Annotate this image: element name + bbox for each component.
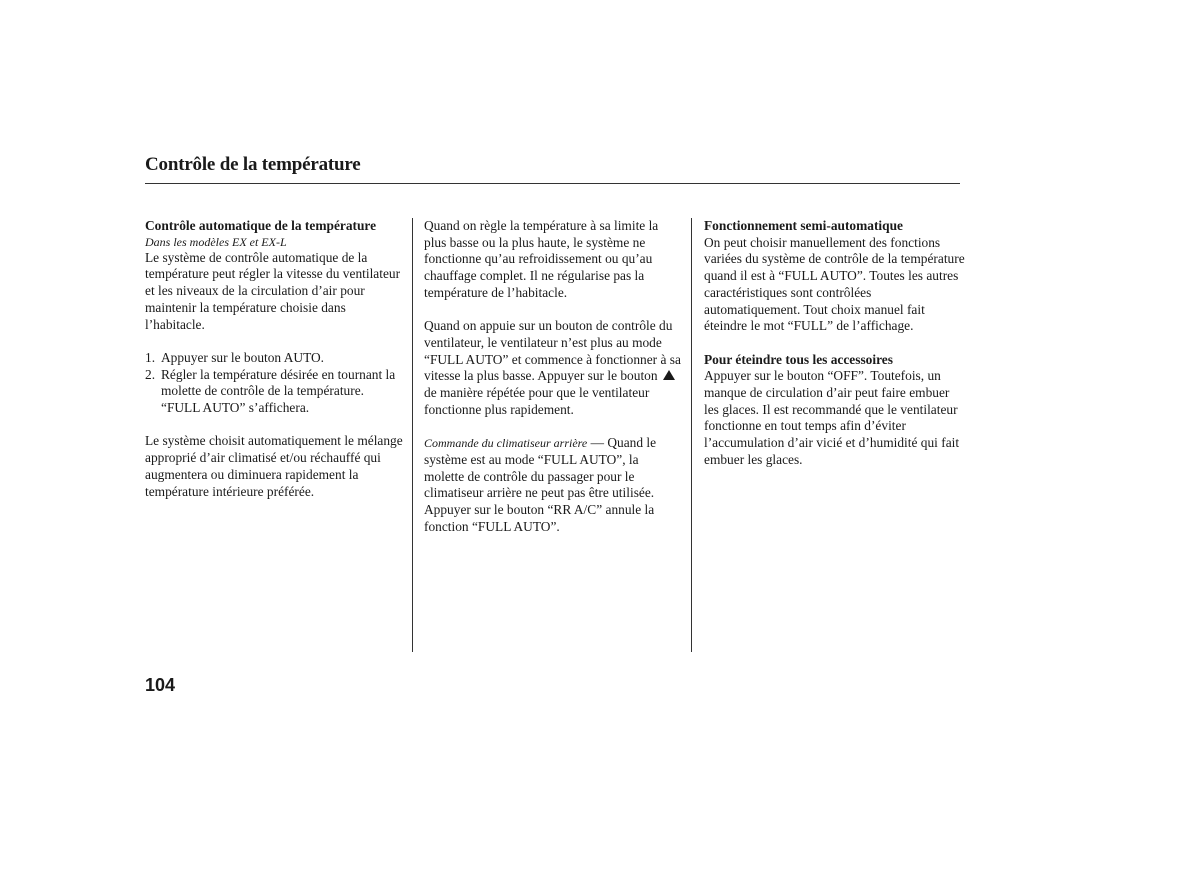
em-dash: — [590, 435, 604, 451]
rear-climate-text: Quand le système est au mode “FULL AUTO”, la molette de contrôle du passager pour le climatiseur arrière ne peut pas être utilisée. Appuyer sur le bouton “RR A/C” annule la fonction “FULL AUTO”. [424, 435, 657, 534]
page-title: Contrôle de la température [145, 154, 361, 175]
temperature-limit-paragraph: Quand on règle la température à sa limite la plus basse ou la plus haute, le système ne fonctionne qu’au refroidissement ou qu’au chauffage complet. Il ne régularise pas la température de l’habitacle. [424, 218, 659, 300]
auto-climate-heading: Contrôle automatique de la température [145, 218, 377, 233]
semi-auto-heading: Fonctionnement semi-automatique [704, 218, 903, 233]
models-note: Dans les modèles EX et EX-L [145, 234, 287, 249]
all-off-text: Appuyer sur le bouton “OFF”. Toutefois, un manque de circulation d’air peut faire embuer les glaces. Il est recommandé que le ventilateur fonctionne en tout temps afin d’éviter l’accumulation d’air vicié et d’humidité qui fait embuer les glaces. [704, 368, 960, 467]
step-text: Régler la température désirée en tournant la molette de contrôle de la température. “FULL AUTO” s’affichera. [161, 366, 396, 416]
fan-control-paragraph [424, 318, 682, 418]
step-item-2 [145, 367, 403, 417]
spacer [424, 302, 682, 319]
title-rule [145, 183, 960, 184]
step-item-1 [145, 350, 403, 367]
step-number: 2. [145, 366, 156, 382]
column-divider [691, 218, 692, 652]
auto-climate-intro: Le système de contrôle automatique de la température peut régler la vitesse du ventilateur et les niveaux de la circulation d’air pour maintenir la température choisie dans l’habitacle. [145, 249, 401, 332]
column-2 [424, 218, 682, 535]
column-3 [704, 218, 966, 469]
semi-auto-text: On peut choisir manuellement des fonctions variées du système de contrôle de la température quand il est à “FULL AUTO”. Toutes les autres caractéristiques sont contrôlées automatiquement. Tout choix manuel fait éteindre le mot “FULL” de l’affichage. [704, 234, 965, 334]
rear-climate-paragraph [424, 435, 682, 535]
fan-control-text-start: Quand on appuie sur un bouton de contrôle du ventilateur, le ventilateur n’est plus au mode “FULL AUTO” et commence à fonctionner à sa vitesse la plus basse. Appuyer sur le bouton [424, 318, 681, 384]
spacer [424, 418, 682, 435]
spacer [704, 335, 966, 352]
rear-climate-label: Commande du climatiseur arrière [424, 436, 588, 451]
column-divider [412, 218, 413, 652]
step-number: 1. [145, 349, 156, 365]
step-text: Appuyer sur le bouton AUTO. [161, 349, 325, 365]
column-1 [145, 218, 403, 500]
spacer [145, 417, 403, 434]
triangle-up-icon [663, 370, 675, 380]
spacer [145, 333, 403, 350]
fan-control-text-end: de manière répétée pour que le ventilateur fonctionne plus rapidement. [424, 385, 650, 417]
all-off-heading: Pour éteindre tous les accessoires [704, 351, 893, 367]
page-number: 104 [145, 675, 176, 695]
auto-climate-conclusion: Le système choisit automatiquement le mélange approprié d’air climatisé et/ou réchauffé qui augmentera ou diminuera rapidement la température intérieure préférée. [145, 433, 403, 499]
steps-list [145, 350, 403, 417]
